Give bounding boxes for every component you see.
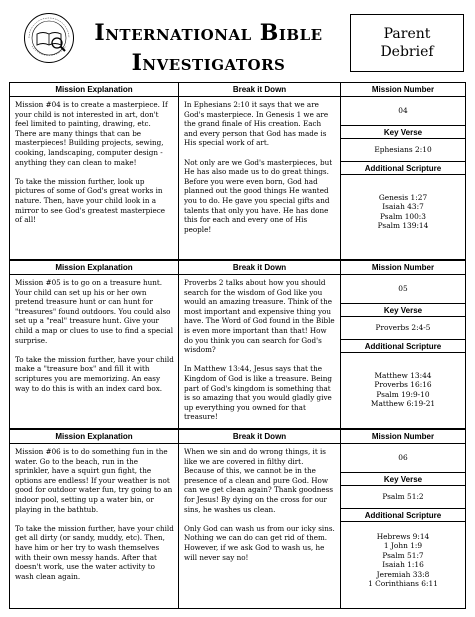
debrief-line-2: Debrief — [380, 44, 434, 60]
mission-explanation-text — [10, 275, 178, 393]
explanation-paragraph: To take the mission further, have your child get all dirty (or sandy, muddy, etc). Then, have him or her try to wash themselves with their own messy hands. After that doesn't work, use the water activity to wash clean again. — [15, 523, 174, 581]
mission-explanation-text — [10, 97, 178, 225]
scripture-reference: Psalm 100:3 — [380, 211, 426, 221]
break-it-down-column — [179, 430, 341, 608]
additional-scripture-list — [341, 353, 465, 409]
debrief-line-1: Parent — [383, 26, 431, 42]
scripture-reference: Hebrews 9:14 — [376, 532, 430, 541]
breakdown-paragraph: When we sin and do wrong things, it is like we are covered in filthy dirt. Because of this, we cannot be in the presence of a clean and pure God. How can we get clean again? Thank goodness for Jesus! By dying on the cross for our sins, he washes us clean. — [184, 447, 334, 514]
scripture-reference: Matthew 13:44 — [374, 371, 432, 380]
explanation-paragraph: Mission #05 is to go on a treasure hunt. Your child can set up his or her own pretend treasure hunt or can hunt for "treasures" found outdoors. You could also set up a "real" treasure hunt. Give your child a map or clues to use to find a special surprise. — [15, 278, 174, 345]
scripture-reference: Isaiah 1:16 — [382, 560, 424, 570]
break-it-down-header: Break it Down — [179, 261, 340, 275]
scripture-reference: 1 Corinthians 6:11 — [368, 579, 438, 589]
mission-explanation-header: Mission Explanation — [10, 83, 178, 97]
break-it-down-column — [179, 83, 341, 259]
page-title — [75, 8, 342, 82]
scripture-reference: Matthew 6:19-21 — [370, 399, 436, 409]
mission-number: 05 — [398, 284, 408, 293]
page-header — [9, 8, 466, 82]
mission-section-04 — [9, 82, 466, 260]
additional-scripture-header: Additional Scripture — [341, 161, 465, 175]
mission-explanation-column — [10, 430, 179, 608]
key-verse: Ephesians 2:10 — [374, 145, 432, 154]
break-it-down-text — [179, 275, 340, 422]
parent-debrief-box — [350, 14, 464, 72]
break-it-down-column — [179, 261, 341, 428]
mission-section-06 — [9, 429, 466, 609]
title-line-2: Investigators — [131, 50, 286, 76]
key-verse-header: Key Verse — [341, 303, 465, 317]
ibi-logo — [23, 12, 75, 64]
break-it-down-text — [179, 444, 340, 562]
explanation-paragraph: To take the mission further, look up pictures of some of God's great works in nature. Then, have your child look in a mirror to see God's greatest masterpiece of all! — [15, 176, 166, 225]
breakdown-paragraph: In Matthew 13:44, Jesus says that the Kingdom of God is like a treasure. Being part of God's kingdom is something that is so amazing that you would gladly give up everything you owned for that treasure! — [184, 364, 332, 422]
additional-scripture-header: Additional Scripture — [341, 339, 465, 353]
mission-number: 06 — [398, 453, 408, 462]
mission-number: 04 — [398, 106, 408, 115]
additional-scripture-header: Additional Scripture — [341, 508, 465, 522]
breakdown-paragraph: Only God can wash us from our icky sins. Nothing we can do can get rid of them. However, if we ask God to wash us, he will never say no! — [184, 523, 335, 562]
scripture-reference: Jeremiah 33:8 — [376, 569, 430, 579]
key-verse: Psalm 51:2 — [382, 492, 424, 501]
mission-details-column — [341, 83, 465, 259]
title-line-1: International Bible — [94, 20, 323, 46]
mission-explanation-column — [10, 83, 179, 259]
mission-number-header: Mission Number — [341, 83, 465, 97]
break-it-down-header: Break it Down — [179, 83, 340, 97]
explanation-paragraph: To take the mission further, have your child make a "treasure box" and fill it with scriptures you are memorizing. An easy way to do this is with an index card box. — [15, 354, 174, 393]
explanation-paragraph: Mission #06 is to do something fun in the water. Go to the beach, run in the sprinkler, have a squirt gun fight, the options are endless! If your weather is not good for outdoor water fun, try going to an indoor pool, setting up a water bin, or playing in the bathtub. — [15, 447, 173, 514]
scripture-reference: Psalm 139:14 — [377, 221, 429, 231]
breakdown-paragraph: Proverbs 2 talks about how you should search for the wisdom of God like you would an amazing treasure. Think of the most important and expensive thing you have. The Word of God found in the Bible is even more important than that! How do you think you can search for God's wisdom? — [184, 278, 335, 355]
additional-scripture-list — [341, 522, 465, 588]
mission-explanation-header: Mission Explanation — [10, 430, 178, 444]
breakdown-paragraph: In Ephesians 2:10 it says that we are God's masterpiece. In Genesis 1 we are the grand finale of His creation. Each and every person that God has made is His special work of art. — [184, 100, 329, 148]
mission-details-column — [341, 261, 465, 428]
mission-explanation-column — [10, 261, 179, 428]
key-verse-header: Key Verse — [341, 125, 465, 139]
mission-number-header: Mission Number — [341, 430, 465, 444]
key-verse: Proverbs 2:4-5 — [375, 323, 431, 332]
break-it-down-header: Break it Down — [179, 430, 340, 444]
mission-explanation-text — [10, 444, 178, 581]
mission-explanation-header: Mission Explanation — [10, 261, 178, 275]
debrief-page — [9, 8, 466, 609]
breakdown-paragraph: Not only are we God's masterpieces, but He has also made us to do great things. Before you were even born, God had planned out the good things He wanted you to do. He gave you special gifts and talents that only you have. He has done this for each and every one of His people! — [184, 157, 333, 234]
mission-details-column — [341, 430, 465, 608]
scripture-reference: Genesis 1:27 — [378, 193, 428, 202]
additional-scripture-list — [341, 175, 465, 231]
scripture-reference: Isaiah 43:7 — [382, 202, 424, 212]
mission-section-05 — [9, 260, 466, 429]
scripture-reference: Psalm 19:9-10 — [376, 389, 430, 399]
explanation-paragraph: Mission #04 is to create a masterpiece. If your child is not interested in art, don't feel limited to painting, drawing, etc. There are many things that can be masterpieces! Building projects, sewing, cooking, landscaping, computer design - anything they can clean to make! — [15, 100, 168, 167]
break-it-down-text — [179, 97, 340, 234]
scripture-reference: 1 John 1:9 — [383, 541, 423, 551]
scripture-reference: Psalm 51:7 — [382, 550, 424, 560]
key-verse-header: Key Verse — [341, 472, 465, 486]
mission-number-header: Mission Number — [341, 261, 465, 275]
scripture-reference: Proverbs 16:16 — [374, 380, 432, 390]
